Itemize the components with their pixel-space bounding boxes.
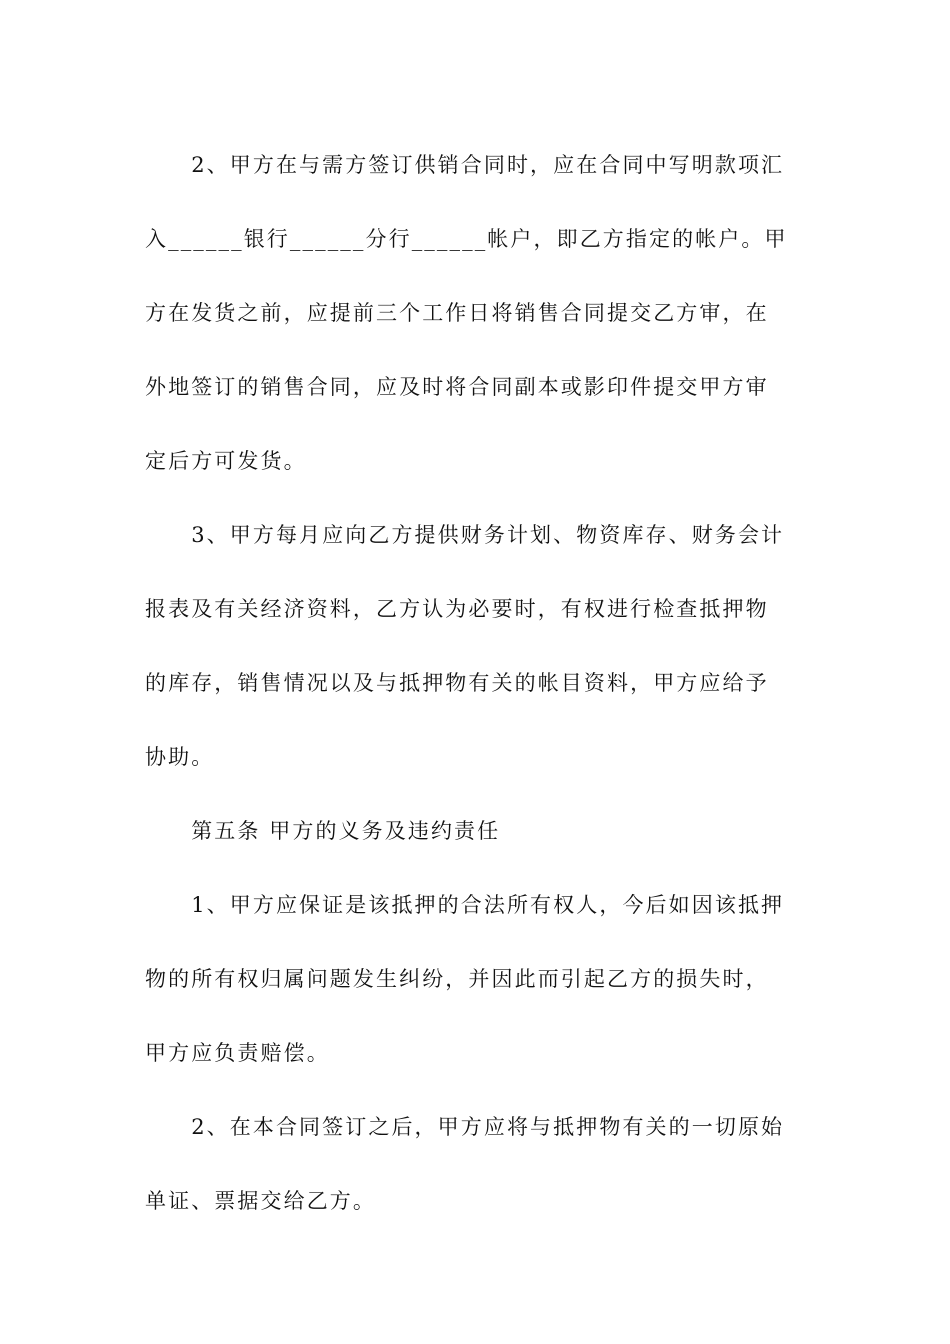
- paragraph-monthly-reports: [145, 498, 805, 794]
- text-line: 3、甲方每月应向乙方提供财务计划、物资库存、财务会计: [191, 523, 785, 547]
- text-line: 单证、票据交给乙方。: [145, 1189, 376, 1213]
- text-line: 入______银行______分行______帐户，即乙方指定的帐户。甲: [145, 227, 788, 251]
- text-line: 第五条 甲方的义务及违约责任: [191, 819, 501, 843]
- text-line: 1、甲方应保证是该抵押的合法所有权人，今后如因该抵押: [191, 893, 785, 917]
- text-line: 物的所有权归属问题发生纠纷，并因此而引起乙方的损失时，: [145, 967, 769, 991]
- paragraph-ownership: [145, 868, 805, 1090]
- text-line: 2、甲方在与需方签订供销合同时，应在合同中写明款项汇: [191, 153, 785, 177]
- text-line: 协助。: [145, 745, 215, 769]
- text-line: 外地签订的销售合同，应及时将合同副本或影印件提交甲方审: [145, 375, 769, 399]
- text-line: 甲方应负责赔偿。: [145, 1041, 330, 1065]
- text-line: 2、在本合同签订之后，甲方应将与抵押物有关的一切原始: [191, 1115, 785, 1139]
- paragraph-payment-account: [145, 128, 805, 498]
- text-line: 方在发货之前，应提前三个工作日将销售合同提交乙方审，在: [145, 301, 769, 325]
- text-line: 报表及有关经济资料，乙方认为必要时，有权进行检查抵押物: [145, 597, 769, 621]
- text-line: 定后方可发货。: [145, 449, 307, 473]
- article-heading: [145, 794, 805, 868]
- document-body: [145, 128, 805, 1238]
- paragraph-documents: [145, 1090, 805, 1238]
- text-line: 的库存，销售情况以及与抵押物有关的帐目资料，甲方应给予: [145, 671, 769, 695]
